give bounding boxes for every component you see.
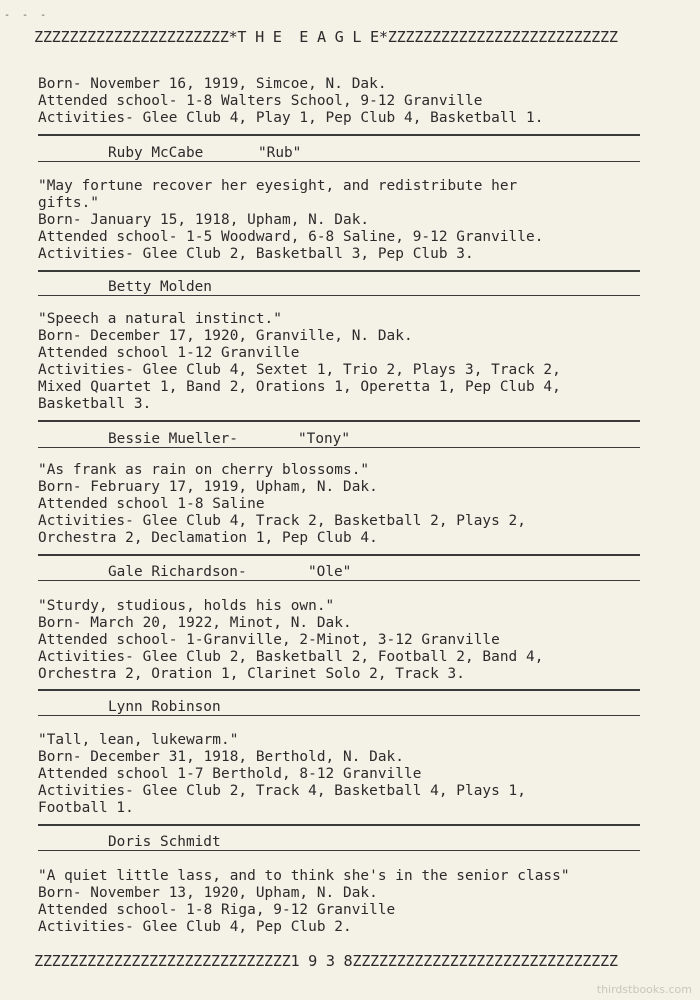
entry-line: "Speech a natural instinct." bbox=[38, 311, 282, 327]
entry-line: Attended school- 1-5 Woodward, 6-8 Saline, 9-12 Granville. bbox=[38, 228, 544, 245]
separator-line bbox=[38, 420, 640, 422]
student-name: Lynn Robinson bbox=[108, 699, 221, 715]
entry-line: Attended school- 1-8 Riga, 9-12 Granville bbox=[38, 901, 396, 918]
student-nickname: "Tony" bbox=[298, 431, 350, 447]
entry-line: Born- December 17, 1920, Granville, N. Dak. bbox=[38, 327, 413, 344]
entry-line: Activities- Glee Club 4, Track 2, Basketball 2, Plays 2, bbox=[38, 512, 526, 529]
entry-line: Born- November 16, 1919, Simcoe, N. Dak. bbox=[38, 76, 387, 92]
name-row bbox=[38, 431, 640, 448]
entry-3-text bbox=[38, 462, 678, 547]
entry-line: Born- March 20, 1922, Minot, N. Dak. bbox=[38, 614, 352, 631]
name-row bbox=[38, 279, 640, 296]
entry-0-text bbox=[38, 76, 678, 127]
entry-line: Attended school 1-12 Granville bbox=[38, 344, 300, 361]
entry-line: Basketball 3. bbox=[38, 395, 152, 412]
entry-line: Orchestra 2, Declamation 1, Pep Club 4. bbox=[38, 529, 378, 546]
entry-line: Activities- Glee Club 2, Track 4, Basketball 4, Plays 1, bbox=[38, 782, 526, 799]
student-name: Bessie Mueller- bbox=[108, 431, 238, 447]
watermark: thirdstbooks.com bbox=[596, 983, 692, 996]
entry-line: Attended school- 1-Granville, 2-Minot, 3-12 Granville bbox=[38, 631, 500, 648]
entry-1-text bbox=[38, 178, 678, 263]
entry-line: Activities- Glee Club 4, Sextet 1, Trio 2, Plays 3, Track 2, bbox=[38, 361, 561, 378]
entry-line: Attended school 1-7 Berthold, 8-12 Granville bbox=[38, 765, 422, 782]
header-border: ZZZZZZZZZZZZZZZZZZZZZZ*T H E E A G L E*ZZZZZZZZZZZZZZZZZZZZZZZZZZ bbox=[34, 28, 618, 46]
entry-line: Mixed Quartet 1, Band 2, Orations 1, Operetta 1, Pep Club 4, bbox=[38, 378, 561, 395]
entry-line: Orchestra 2, Oration 1, Clarinet Solo 2, Track 3. bbox=[38, 665, 465, 682]
entry-line: Born- December 31, 1918, Berthold, N. Dak. bbox=[38, 748, 404, 765]
separator-line bbox=[38, 270, 640, 272]
entry-line: Attended school- 1-8 Walters School, 9-12 Granville bbox=[38, 92, 483, 109]
student-nickname: "Ole" bbox=[308, 564, 352, 580]
entry-4-text bbox=[38, 598, 678, 683]
entry-line: Born- February 17, 1919, Upham, N. Dak. bbox=[38, 478, 378, 495]
entry-line: Activities- Glee Club 4, Play 1, Pep Club 4, Basketball 1. bbox=[38, 109, 544, 126]
student-name: Doris Schmidt bbox=[108, 834, 221, 850]
entry-line: "A quiet little lass, and to think she's in the senior class" bbox=[38, 868, 570, 884]
entry-line: Attended school 1-8 Saline bbox=[38, 495, 265, 512]
corner-marks: - - - bbox=[4, 10, 50, 21]
separator-line bbox=[38, 554, 640, 556]
student-name: Gale Richardson- bbox=[108, 564, 247, 580]
entry-line: Activities- Glee Club 2, Basketball 3, Pep Club 3. bbox=[38, 245, 474, 262]
entry-line: Born- November 13, 1920, Upham, N. Dak. bbox=[38, 884, 378, 901]
entry-line: "Tall, lean, lukewarm." bbox=[38, 732, 239, 748]
entry-line: Football 1. bbox=[38, 799, 134, 816]
entry-line: Activities- Glee Club 2, Basketball 2, Football 2, Band 4, bbox=[38, 648, 544, 665]
name-row bbox=[38, 699, 640, 716]
student-name: Ruby McCabe bbox=[108, 145, 204, 161]
entry-5-text bbox=[38, 732, 678, 817]
name-row bbox=[38, 834, 640, 851]
entry-line: "As frank as rain on cherry blossoms." bbox=[38, 462, 370, 478]
entry-line: Born- January 15, 1918, Upham, N. Dak. bbox=[38, 211, 370, 228]
name-row bbox=[38, 564, 640, 581]
entry-line: Activities- Glee Club 4, Pep Club 2. bbox=[38, 918, 352, 935]
name-row bbox=[38, 145, 640, 162]
entry-line: "May fortune recover her eyesight, and redistribute her bbox=[38, 178, 518, 194]
separator-line bbox=[38, 134, 640, 136]
entry-line: gifts." bbox=[38, 194, 99, 211]
entry-6-text bbox=[38, 868, 678, 936]
student-name: Betty Molden bbox=[108, 279, 212, 295]
footer-border: ZZZZZZZZZZZZZZZZZZZZZZZZZZZZZ1 9 3 8ZZZZZZZZZZZZZZZZZZZZZZZZZZZZZZ bbox=[34, 952, 618, 970]
entry-2-text bbox=[38, 311, 678, 412]
student-nickname: "Rub" bbox=[258, 145, 302, 161]
entry-line: "Sturdy, studious, holds his own." bbox=[38, 598, 335, 614]
separator-line bbox=[38, 689, 640, 691]
separator-line bbox=[38, 824, 640, 826]
